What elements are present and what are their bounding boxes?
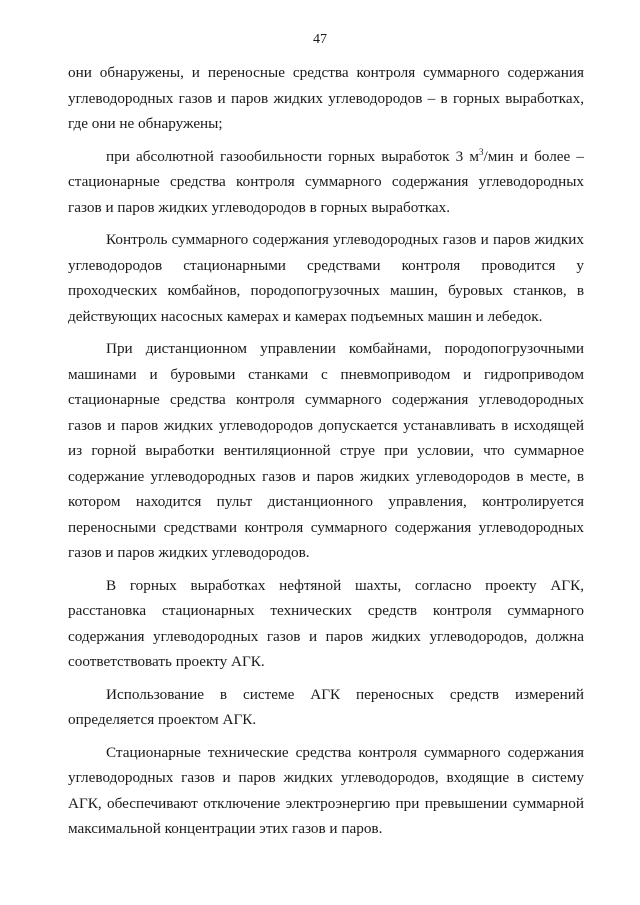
text-line: углеводородных газов и паров жидких углеводородов – в горных выработках, [68,89,584,107]
text-line: содержания углеводородных газов и паров жидких углеводородов, должна [68,627,584,645]
text-line: где они не обнаружены; [68,115,223,132]
text-line: стационарные средства контроля суммарного содержания углеводородных [68,173,584,190]
text-line: Стационарные технические средства контроля суммарного содержания [106,743,584,761]
page-number: 47 [313,32,327,47]
text-line: проходческих комбайнов, породопогрузочных машин, буровых станков, в [68,282,584,299]
text-line: содержание углеводородных газов и паров жидких углеводородов в месте, в [68,467,584,485]
text-line: Контроль суммарного содержания углеводородных газов и паров жидких [106,231,584,248]
text-line: переносными средствами контроля суммарного содержания углеводородных [68,518,584,536]
text-line: газов и паров жидких углеводородов допускается устанавливать в исходящей [68,416,584,434]
text-line: углеводородов стационарными средствами контроля проводится у [68,256,584,274]
document-body [68,60,584,849]
paragraph-6 [68,682,584,733]
text-line: соответствовать проекту АГК. [68,653,265,670]
text-line: из горной выработки вентиляционной струе при условии, что суммарное [68,442,584,459]
text-line: котором находится пульт дистанционного управления, контролируется [68,493,584,510]
paragraph-1 [68,60,584,137]
superscript: 3 [479,146,484,157]
text-line: они обнаружены, и переносные средства контроля суммарного содержания [68,64,584,81]
text-fragment: при абсолютной газообильности горных выработок 3 м [106,147,480,165]
text-line: машинами и буровыми станками с пневмоприводом и гидроприводом [68,365,584,383]
text-line: Использование в системе АГК переносных средств измерений [106,685,584,703]
text-line: углеводородных газов и паров жидких углеводородов, входящие в систему [68,769,584,786]
text-line: В горных выработках нефтяной шахты, согласно проекту АГК, [106,576,584,594]
text-line [68,144,584,170]
text-line: АГК, обеспечивают отключение электроэнергию при превышении суммарной [68,794,584,812]
text-line: расстановка стационарных технических средств контроля суммарного [68,602,584,619]
text-line: газов и паров жидких углеводородов в горных выработках. [68,198,451,216]
text-fragment: /мин и более – [483,147,584,165]
paragraph-3 [68,227,584,329]
text-line: стационарные средства контроля суммарного содержания углеводородных [68,391,584,408]
text-line: газов и паров жидких углеводородов. [68,544,310,561]
paragraph-7 [68,740,584,842]
paragraph-2 [68,144,584,221]
text-line: действующих насосных камерах и камерах подъемных машин и лебедок. [68,307,543,325]
text-line: определяется проектом АГК. [68,711,257,728]
text-line: максимальной концентрации этих газов и паров. [68,820,383,837]
text-line: При дистанционном управлении комбайнами, породопогрузочными [106,340,584,357]
paragraph-4 [68,336,584,566]
paragraph-5 [68,573,584,675]
